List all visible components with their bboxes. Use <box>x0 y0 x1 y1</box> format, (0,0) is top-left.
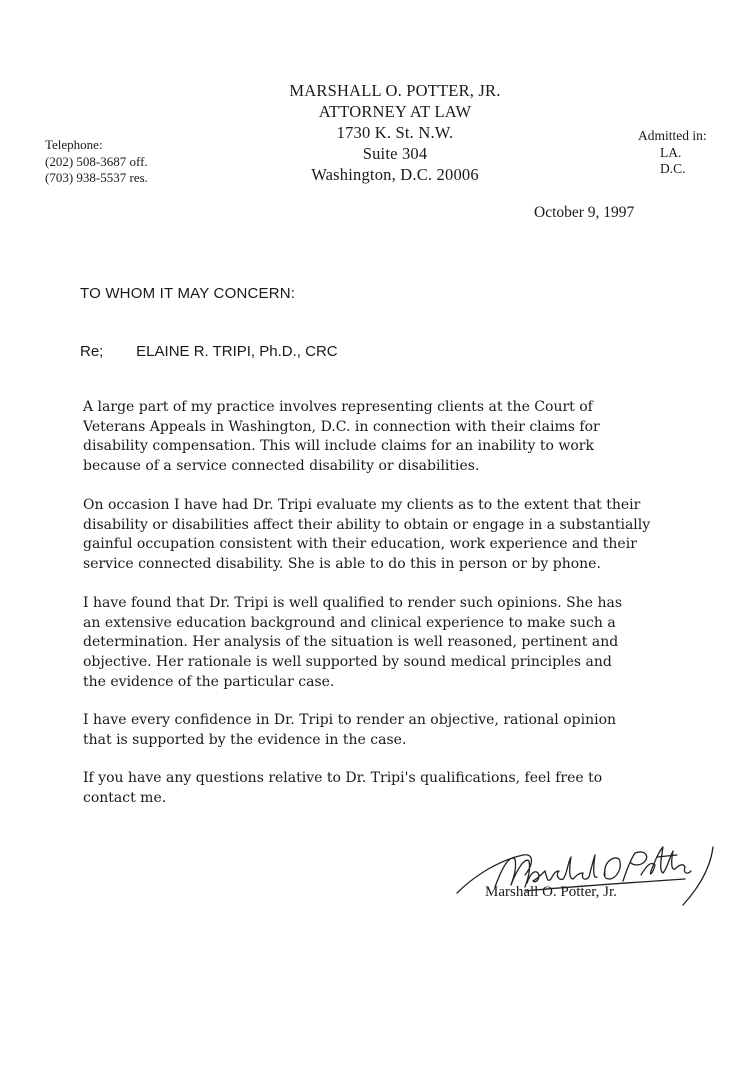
paragraph-line: If you have any questions relative to Dr. Tripi's qualifications, feel free to <box>83 770 603 786</box>
paragraph-line: A large part of my practice involves representing clients at the Court of <box>83 399 593 415</box>
address-street: 1730 K. St. N.W. <box>336 123 454 142</box>
paragraph-3 <box>83 594 703 693</box>
paragraph-line: I have found that Dr. Tripi is well qualified to render such opinions. She has <box>83 595 623 611</box>
paragraph-line: gainful occupation consistent with their education, work experience and their <box>83 536 637 553</box>
handwritten-signature <box>455 835 725 915</box>
salutation: TO WHOM IT MAY CONCERN: <box>80 285 296 302</box>
admitted-block <box>638 128 707 178</box>
re-line <box>80 343 338 360</box>
letter-date: October 9, 1997 <box>534 204 635 221</box>
paragraph-line: the evidence of the particular case. <box>83 673 335 690</box>
paragraph-line: service connected disability. She is able to do this in person or by phone. <box>83 556 601 573</box>
telephone-office: (202) 508-3687 off. <box>45 153 148 169</box>
letterhead <box>255 80 535 185</box>
admitted-label: Admitted in: <box>638 128 707 143</box>
admitted-state-la: LA. <box>660 144 682 160</box>
paragraph-line: an extensive education background and clinical experience to make such a <box>83 614 616 631</box>
paragraph-5 <box>83 769 703 808</box>
paragraph-4 <box>83 711 703 750</box>
paragraph-1 <box>83 398 703 477</box>
paragraph-2 <box>83 496 703 575</box>
paragraph-line: that is supported by the evidence in the case. <box>83 731 407 748</box>
re-subject: ELAINE R. TRIPI, Ph.D., CRC <box>136 343 338 360</box>
paragraph-line: Veterans Appeals in Washington, D.C. in connection with their claims for <box>83 418 600 435</box>
telephone-block <box>45 137 148 187</box>
address-city: Washington, D.C. 20006 <box>311 165 479 184</box>
telephone-label: Telephone: <box>45 137 103 152</box>
attorney-title: ATTORNEY AT LAW <box>318 102 472 121</box>
paragraph-line: objective. Her rationale is well supported by sound medical principles and <box>83 654 612 671</box>
telephone-residence: (703) 938-5537 res. <box>45 170 148 185</box>
paragraph-line: determination. Her analysis of the situation is well reasoned, pertinent and <box>83 634 619 651</box>
paragraph-line: disability or disabilities affect their ability to obtain or engage in a substantially <box>83 516 651 533</box>
address-suite: Suite 304 <box>362 144 428 163</box>
paragraph-line: disability compensation. This will include claims for an inability to work <box>83 438 594 455</box>
signature-printed-name: Marshall O. Potter, Jr. <box>485 884 617 900</box>
paragraph-line: contact me. <box>83 789 167 806</box>
admitted-state-dc: D.C. <box>660 161 686 176</box>
re-label: Re; <box>80 343 104 360</box>
paragraph-line: because of a service connected disability or disabilities. <box>83 458 480 475</box>
attorney-name: MARSHALL O. POTTER, JR. <box>289 81 501 100</box>
paragraph-line: I have every confidence in Dr. Tripi to render an objective, rational opinion <box>83 712 617 728</box>
paragraph-line: On occasion I have had Dr. Tripi evaluate my clients as to the extent that their <box>83 497 641 513</box>
